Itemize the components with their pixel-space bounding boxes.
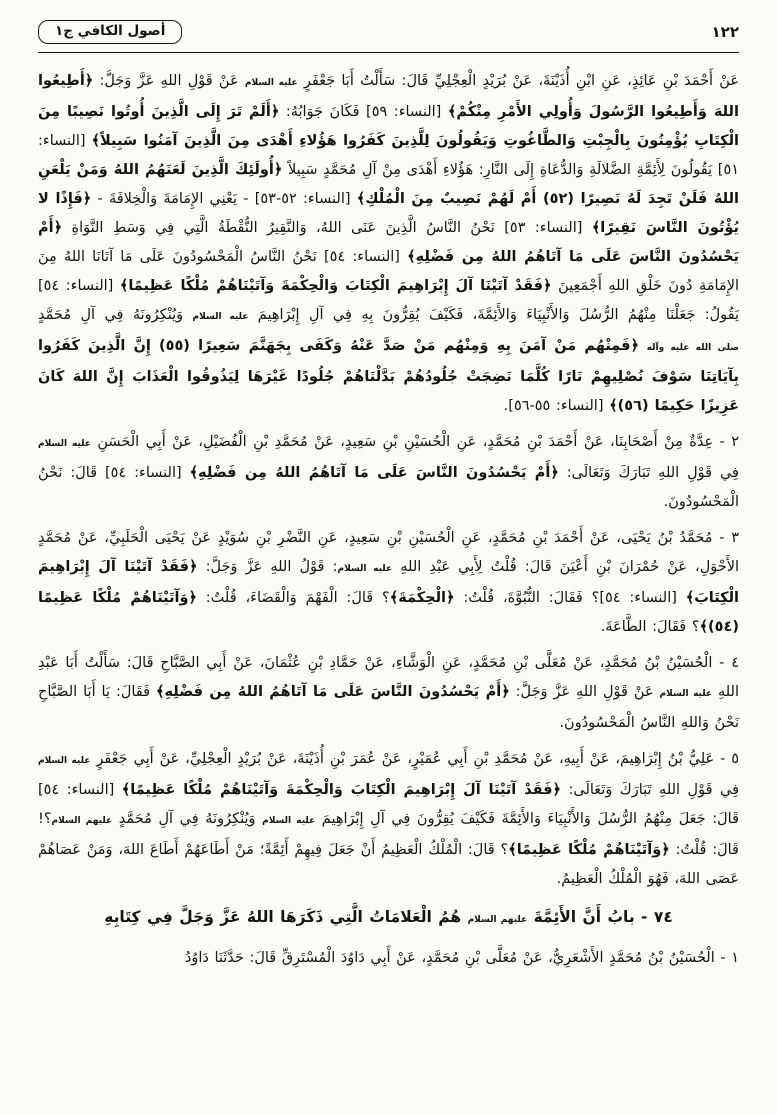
book-title-box [38,20,182,44]
page-header [0,0,777,50]
hadith-1-continuation: عَنْ أَحْمَدَ بْنِ عَائِذٍ، عَنِ ابْنِ أُذَيْنَةَ، عَنْ بُرَيْدٍ الْعِجْلِيِّ قَالَ: سَأَلْتُ أَبَا جَعْفَرٍ عليه السلام عَنْ قَوْلِ اللهِ عَزَّ وَجَلَّ: ﴿أَطِيعُوا اللهَ وَأَطِيعُوا الرَّسُولَ وَأُولِي الأَمْرِ مِنْكُمْ﴾ [النساء: ٥٩] فَكَانَ جَوَابُهُ: ﴿أَلَمْ تَرَ إِلَى الَّذِينَ أُوتُوا نَصِيبًا مِنَ الْكِتَابِ يُؤْمِنُونَ بِالْجِبْتِ وَالطَّاغُوتِ وَيَقُولُونَ لِلَّذِينَ كَفَرُوا هَؤُلاءِ أَهْدَى مِنَ الَّذِينَ آمَنُوا سَبِيلاً﴾ [النساء: ٥١] يَقُولُونَ لِأَئِمَّةِ الضَّلالَةِ وَالدُّعَاةِ إِلَى النَّارِ: هَؤُلاءِ أَهْدَى مِنْ آلِ مُحَمَّدٍ سَبِيلاً ﴿أُولَئِكَ الَّذِينَ لَعَنَهُمُ اللهُ وَمَنْ يَلْعَنِ اللهُ فَلَنْ تَجِدَ لَهُ نَصِيرًا (٥٢) أَمْ لَهُمْ نَصِيبٌ مِنَ الْمُلْكِ﴾ [النساء: ٥٢-٥٣] - يَعْنِي الإِمَامَةَ وَالْخِلافَةَ - ﴿فَإِذًا لا يُؤْتُونَ النَّاسَ نَقِيرًا﴾ [النساء: ٥٣] نَحْنُ النَّاسُ الَّذِينَ عَنَى اللهُ، وَالنَّقِيرُ النُّقْطَةُ الَّتِي فِي وَسَطِ النَّوَاةِ ﴿أَمْ يَحْسُدُونَ النَّاسَ عَلَى مَا آتَاهُمُ اللهُ مِن فَضْلِهِ﴾ [النساء: ٥٤] نَحْنُ النَّاسُ الْمَحْسُودُونَ عَلَى مَا آتَانَا اللهُ مِنَ الإِمَامَةِ دُونَ خَلْقِ اللهِ أَجْمَعِينَ ﴿فَقَدْ آتَيْنَا آلَ إِبْرَاهِيمَ الْكِتَابَ وَالْحِكْمَةَ وَآتَيْنَاهُمْ مُلْكًا عَظِيمًا﴾ [النساء: ٥٤] يَقُولُ: جَعَلْنَا مِنْهُمُ الرُّسُلَ وَالأَنْبِيَاءَ وَالأَئِمَّةَ، فَكَيْفَ يُقِرُّونَ بِهِ فِي آلِ إِبْرَاهِيمَ عليه السلام وَيُنْكِرُونَهُ فِي آلِ مُحَمَّدٍ صلى الله عليه وآله ﴿فَمِنْهُم مَنْ آمَنَ بِهِ وَمِنْهُم مَنْ صَدَّ عَنْهُ وَكَفَى بِجَهَنَّمَ سَعِيرًا (٥٥) إِنَّ الَّذِينَ كَفَرُوا بِآيَاتِنَا سَوْفَ نُصْلِيهِمْ نَارًا كُلَّمَا نَضِجَتْ جُلُودُهُمْ بَدَّلْنَاهُمْ جُلُودًا غَيْرَهَا لِيَذُوقُوا الْعَذَابَ إِنَّ اللهَ كَانَ عَزِيزًا حَكِيمًا (٥٦)﴾ [النساء: ٥٥-٥٦]. [38,73,740,414]
hadith-3: ٣ - مُحَمَّدُ بْنُ يَحْيَى، عَنْ أَحْمَدَ بْنِ مُحَمَّدٍ، عَنِ الْحُسَيْنِ بْنِ سَعِيدٍ، عَنِ النَّضْرِ بْنِ سُوَيْدٍ عَنْ يَحْيَى الْحَلَبِيِّ، عَنْ مُحَمَّدٍ الأَحْوَلِ، عَنْ حُمْرَانَ بْنِ أَعْيَنَ قَالَ: قُلْتُ لِأَبِي عَبْدِ اللهِ عليه السلام: قَوْلُ اللهِ عَزَّ وَجَلَّ: ﴿فَقَدْ آتَيْنَا آلَ إِبْرَاهِيمَ الْكِتَابَ﴾ [النساء: ٥٤]؟ فَقَالَ: النُّبُوَّةَ، قُلْتُ: ﴿الْحِكْمَةَ﴾؟ قَالَ: الْفَهْمَ وَالْقَضَاءَ، قُلْتُ: ﴿وَآتَيْنَاهُمْ مُلْكًا عَظِيمًا (٥٤)﴾؟ فَقَالَ: الطَّاعَةَ. [38,530,739,635]
hadith-4: ٤ - الْحُسَيْنُ بْنُ مُحَمَّدٍ، عَنْ مُعَلَّى بْنِ مُحَمَّدٍ، عَنِ الْوَشَّاءِ، عَنْ حَمَّادِ بْنِ عُثْمَانَ، عَنْ أَبِي الصَّبَّاحِ قَالَ: سَأَلْتُ أَبَا عَبْدِ اللهِ عليه السلام عَنْ قَوْلِ اللهِ عَزَّ وَجَلَّ: ﴿أَمْ يَحْسُدُونَ النَّاسَ عَلَى مَا آتَاهُمُ اللهُ مِن فَضْلِهِ﴾ فَقَالَ: يَا أَبَا الصَّبَّاحِ نَحْنُ وَاللهِ النَّاسُ الْمَحْسُودُونَ. [38,655,739,731]
chapter-first-hadith: ١ - الْحُسَيْنُ بْنُ مُحَمَّدٍ الأَشْعَرِيُّ، عَنْ مُعَلَّى بْنِ مُحَمَّدٍ، عَنْ أَبِي دَاوُدَ الْمُسْتَرِقِّ قَالَ: حَدَّثَنَا دَاوُدُ [184,950,739,966]
chapter-heading: ٧٤ - بابُ أَنَّ الأَئِمَّةَ عليهم السلام هُمُ الْعَلامَاتُ الَّتِي ذَكَرَهَا اللهُ عَزَّ وَجَلَّ فِي كِتَابِهِ [104,908,673,926]
hadith-5: ٥ - عَلِيُّ بْنُ إِبْرَاهِيمَ، عَنْ أَبِيهِ، عَنْ مُحَمَّدِ بْنِ أَبِي عُمَيْرٍ، عَنْ عُمَرَ بْنِ أُذَيْنَةَ، عَنْ بُرَيْدٍ الْعِجْلِيِّ، عَنْ أَبِي جَعْفَرٍ عليه السلام فِي قَوْلِ اللهِ تَبَارَكَ وَتَعَالَى: ﴿فَقَدْ آتَيْنَا آلَ إِبْرَاهِيمَ الْكِتَابَ وَالْحِكْمَةَ وَآتَيْنَاهُمْ مُلْكًا عَظِيمًا﴾ [النساء: ٥٤] قَالَ: جَعَلَ مِنْهُمُ الرُّسُلَ وَالأَنْبِيَاءَ وَالأَئِمَّةَ فَكَيْفَ يُقِرُّونَ فِي آلِ إِبْرَاهِيمَ عليه السلام وَيُنْكِرُونَهُ فِي آلِ مُحَمَّدٍ عليهم السلام؟! قَالَ: قُلْتُ: ﴿وَآتَيْنَاهُمْ مُلْكًا عَظِيمًا﴾؟ قَالَ: الْمُلْكُ الْعَظِيمُ أَنْ جَعَلَ فِيهِمْ أَئِمَّةً؛ مَنْ أَطَاعَهُمْ أَطَاعَ اللهَ، وَمَنْ عَصَاهُمْ عَصَى اللهَ، فَهُوَ الْمُلْكُ الْعَظِيمُ. [38,751,740,887]
page-number: ١٢٢ [711,23,739,41]
page-body [0,53,777,973]
hadith-2: ٢ - عِدَّةٌ مِنْ أَصْحَابِنَا، عَنْ أَحْمَدَ بْنِ مُحَمَّدٍ، عَنِ الْحُسَيْنِ بْنِ سَعِيدٍ، عَنْ مُحَمَّدِ بْنِ الْفُضَيْلِ، عَنْ أَبِي الْحَسَنِ عليه السلام فِي قَوْلِ اللهِ تَبَارَكَ وَتَعَالَى: ﴿أَمْ يَحْسُدُونَ النَّاسَ عَلَى مَا آتَاهُمُ اللهُ مِن فَضْلِهِ﴾ [النساء: ٥٤] قَالَ: نَحْنُ الْمَحْسُودُونَ. [38,434,740,510]
book-title: أصول الكافي ج١ [55,23,166,39]
